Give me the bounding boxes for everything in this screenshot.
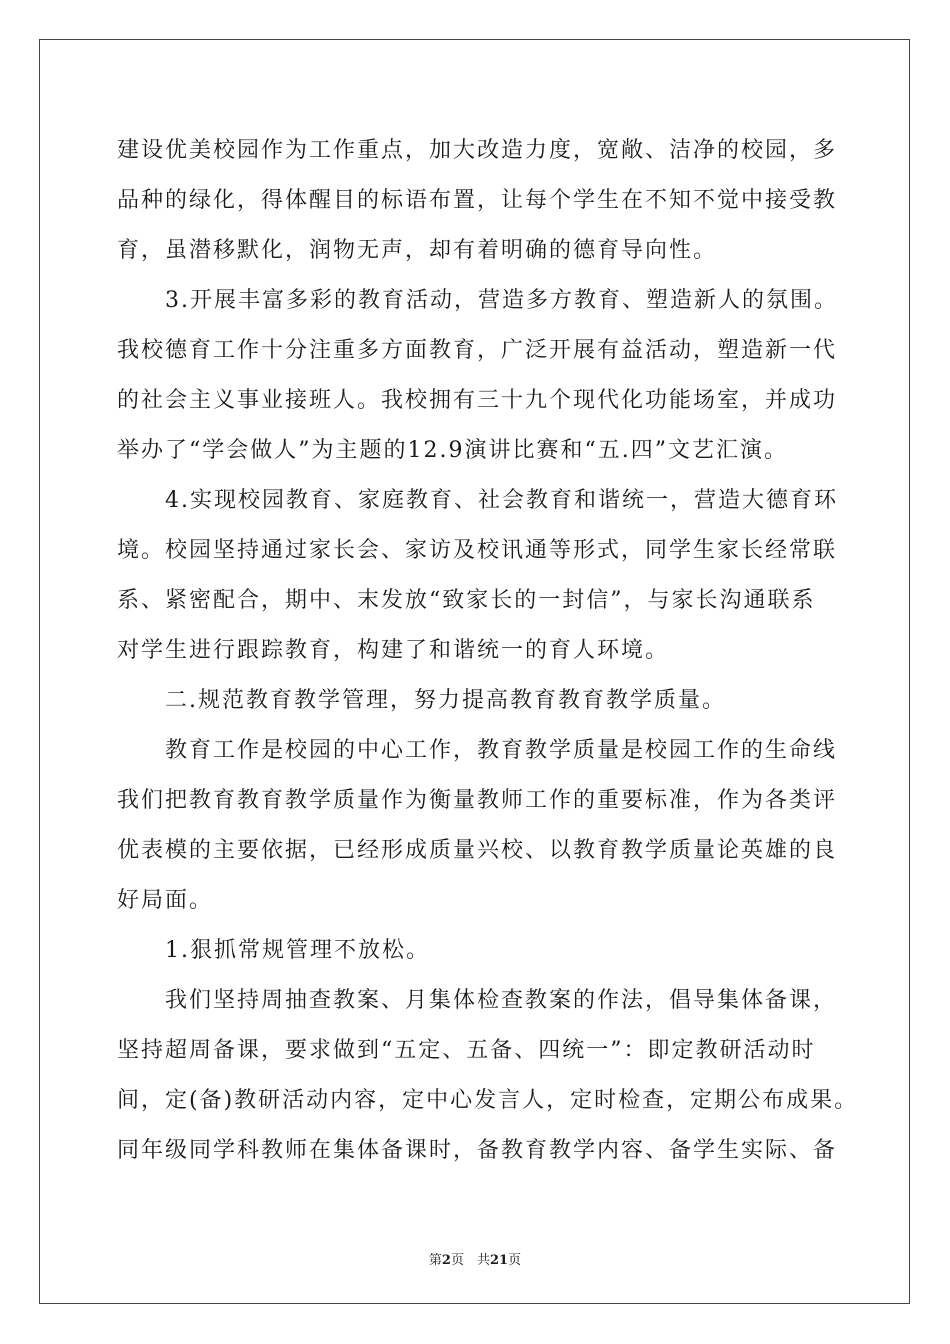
text-line: 我校德育工作十分注重多方面教育，广泛开展有益活动，塑造新一代	[117, 338, 838, 363]
text-line: 育，虽潜移默化，润物无声，却有着明确的德育导向性。	[117, 238, 718, 263]
page-number-prefix: 第	[428, 1253, 442, 1268]
page-number-suffix: 页	[508, 1253, 522, 1268]
document-body	[117, 126, 859, 1176]
page-number-middle: 页 共	[450, 1253, 490, 1268]
text-line: 优表模的主要依据，已经形成质量兴校、以教育教学质量论英雄的良	[117, 838, 838, 863]
text-line: 间，定(备)教研活动内容，定中心发言人，定时检查，定期公布成果。	[117, 1088, 859, 1113]
total-page-count: 21	[489, 1253, 509, 1268]
text-line: 的社会主义事业接班人。我校拥有三十九个现代化功能场室，并成功	[117, 388, 838, 413]
text-line: 品种的绿化，得体醒目的标语布置，让每个学生在不知不觉中接受教	[117, 188, 838, 213]
text-line: 3.开展丰富多彩的教育活动，营造多方教育、塑造新人的氛围。	[117, 288, 838, 313]
text-line: 举办了“学会做人”为主题的12.9演讲比赛和“五.四”文艺汇演。	[117, 438, 788, 463]
text-line: 我们把教育教育教学质量作为衡量教师工作的重要标准，作为各类评	[117, 788, 838, 813]
text-line: 对学生进行跟踪教育，构建了和谐统一的育人环境。	[117, 638, 670, 663]
text-line: 好局面。	[117, 888, 214, 913]
text-line: 境。校园坚持通过家长会、家访及校讯通等形式，同学生家长经常联	[117, 538, 838, 563]
text-line: 建设优美校园作为工作重点，加大改造力度，宽敞、洁净的校园，多	[117, 138, 838, 163]
text-line: 系、紧密配合，期中、末发放“致家长的一封信”，与家长沟通联系	[117, 588, 816, 613]
text-line: 我们坚持周抽查教案、月集体检查教案的作法，倡导集体备课，	[117, 988, 838, 1013]
current-page-number: 2	[441, 1253, 451, 1268]
text-line: 4.实现校园教育、家庭教育、社会教育和谐统一，营造大德育环	[117, 488, 838, 513]
text-line: 教育工作是校园的中心工作，教育教学质量是校园工作的生命线	[117, 738, 838, 763]
text-line: 同年级同学科教师在集体备课时，备教育教学内容、备学生实际、备	[117, 1138, 838, 1163]
text-line: 二.规范教育教学管理，努力提高教育教育教学质量。	[117, 688, 726, 713]
text-line: 坚持超周备课，要求做到“五定、五备、四统一”：即定教研活动时	[117, 1038, 816, 1063]
text-line: 1.狠抓常规管理不放松。	[117, 938, 430, 963]
page-footer	[0, 1249, 950, 1268]
